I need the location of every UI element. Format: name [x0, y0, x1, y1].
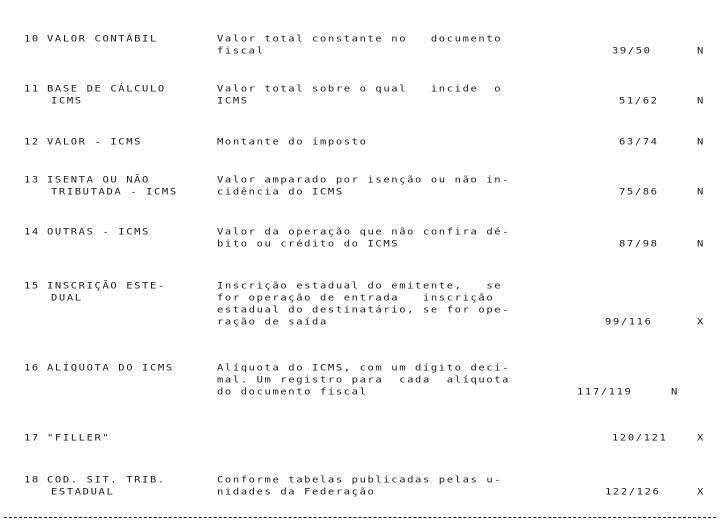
- field-name: COD. SIT. TRIB.: [47, 475, 166, 485]
- field-description: mal. Um registro para cada alíquota: [217, 375, 511, 385]
- field-number: 10: [24, 34, 40, 44]
- field-position: 117/119: [577, 387, 633, 397]
- field-type: X: [697, 317, 705, 327]
- field-description: ração de saída: [217, 317, 328, 327]
- field-position: 120/121: [612, 433, 668, 443]
- field-position: 39/50: [612, 46, 652, 56]
- field-name: INSCRIÇÃO ESTE-: [47, 281, 166, 291]
- field-description: Valor amparado por isenção ou não in-: [217, 175, 511, 185]
- field-description: Valor total sobre o qual incide o: [217, 84, 503, 94]
- field-type: N: [671, 387, 679, 397]
- field-description: nidades da Federação: [217, 487, 376, 497]
- field-position: 75/86: [619, 187, 659, 197]
- field-description: estadual do destinatário, se for ope-: [217, 305, 511, 315]
- field-name: TRIBUTADA - ICMS: [51, 187, 178, 197]
- field-number: 15: [24, 281, 40, 291]
- field-description: Alíquota do ICMS, com um dígito deci-: [217, 363, 511, 373]
- field-type: N: [697, 46, 705, 56]
- field-type: N: [697, 96, 705, 106]
- field-description: Inscrição estadual do emitente, se: [217, 281, 503, 291]
- field-position: 63/74: [619, 137, 659, 147]
- field-description: fiscal: [217, 46, 265, 56]
- field-description: Conforme tabelas publicadas pelas u-: [217, 475, 503, 485]
- field-number: 18: [24, 475, 40, 485]
- field-number: 14: [24, 227, 40, 237]
- field-name: ALÍQUOTA DO ICMS: [47, 363, 174, 373]
- field-name: BASE DE CÁLCULO: [47, 84, 166, 94]
- field-position: 99/116: [605, 317, 653, 327]
- field-name: VALOR CONTÁBIL: [47, 34, 158, 44]
- field-name: ISENTA OU NÃO: [47, 175, 150, 185]
- field-type: X: [697, 487, 705, 497]
- field-description: bito ou crédito do ICMS: [217, 239, 400, 249]
- field-description: do documento fiscal: [217, 387, 368, 397]
- field-number: 16: [24, 363, 40, 373]
- field-name: VALOR - ICMS: [47, 137, 143, 147]
- field-position: 51/62: [619, 96, 659, 106]
- field-number: 11: [24, 84, 40, 94]
- field-description: Valor da operação que não confira dé-: [217, 227, 511, 237]
- field-name: "FILLER": [47, 433, 111, 443]
- field-description: Valor total constante no documento: [217, 34, 503, 44]
- field-name: ICMS: [51, 96, 83, 106]
- field-number: 13: [24, 175, 40, 185]
- field-name: OUTRAS - ICMS: [47, 227, 150, 237]
- field-number: 12: [24, 137, 40, 147]
- field-description: Montante do imposto: [217, 137, 368, 147]
- field-position: 122/126: [605, 487, 661, 497]
- field-type: X: [697, 433, 705, 443]
- field-position: 87/98: [619, 239, 659, 249]
- field-description: ICMS: [217, 96, 249, 106]
- field-name: ESTADUAL: [51, 487, 115, 497]
- field-description: for operação de entrada inscrição: [217, 293, 495, 303]
- field-type: N: [697, 239, 705, 249]
- field-name: DUAL: [51, 293, 83, 303]
- dashed-divider: [4, 517, 716, 518]
- field-number: 17: [24, 433, 40, 443]
- field-type: N: [697, 137, 705, 147]
- field-description: cidência do ICMS: [217, 187, 344, 197]
- field-type: N: [697, 187, 705, 197]
